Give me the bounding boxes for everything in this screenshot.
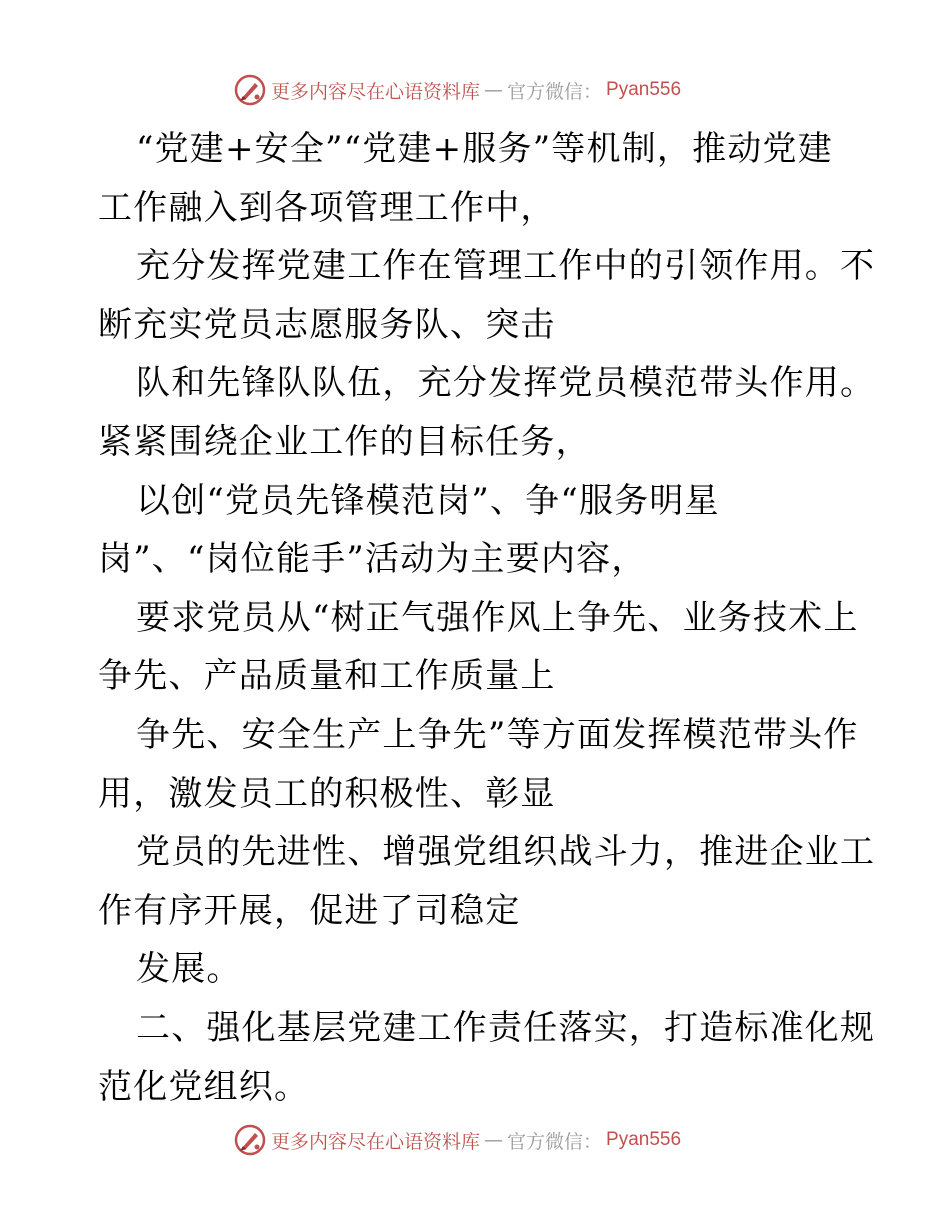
text-line: 范化党组织。	[98, 1066, 310, 1107]
text-line: 紧紧围绕企业工作的目标任务，	[98, 421, 591, 462]
watermark-label: 官方微信：	[507, 80, 603, 103]
pen-logo-icon	[233, 1123, 267, 1157]
footer-watermark	[233, 1120, 681, 1160]
text-line: 要求党员从“树正气强作风上争先、业务技术上	[136, 597, 859, 638]
text-line: 用，激发员工的积极性、彰显	[98, 773, 556, 814]
text-line: 作有序开展，促进了司稳定	[98, 890, 521, 931]
text-line: 以创“党员先锋模范岗”、争“服务明星	[136, 480, 720, 521]
text-line: 发展。	[136, 949, 242, 990]
watermark-separator: —	[484, 1129, 504, 1151]
watermark-wechat-id: Pyan556	[606, 1129, 682, 1150]
watermark-wechat-id: Pyan556	[606, 79, 682, 100]
header-watermark	[233, 70, 681, 110]
text-line: 工作融入到各项管理工作中，	[98, 187, 556, 228]
watermark-brand: 更多内容尽在心语资料库	[271, 1130, 481, 1153]
watermark-label: 官方微信：	[507, 1130, 603, 1153]
text-line: “党建+安全”“党建+服务”等机制，推动党建	[136, 129, 833, 169]
text-line: 断充实党员志愿服务队、突击	[98, 304, 556, 345]
watermark-separator: —	[484, 79, 504, 101]
text-line: 争先、产品质量和工作质量上	[98, 656, 556, 697]
text-line: 党员的先进性、增强党组织战斗力，推进企业工	[136, 832, 876, 873]
text-line: 充分发挥党建工作在管理工作中的引领作用。不	[136, 246, 876, 287]
text-line: 争先、安全生产上争先”等方面发挥模范带头作	[136, 714, 859, 755]
pen-logo-icon	[233, 73, 267, 107]
watermark-brand: 更多内容尽在心语资料库	[271, 80, 481, 103]
text-line: 二、强化基层党建工作责任落实，打造标准化规	[136, 1007, 876, 1048]
text-line: 队和先锋队队伍，充分发挥党员模范带头作用。	[136, 363, 876, 404]
document-body	[98, 120, 876, 1116]
text-line: 岗”、“岗位能手”活动为主要内容，	[98, 539, 647, 580]
